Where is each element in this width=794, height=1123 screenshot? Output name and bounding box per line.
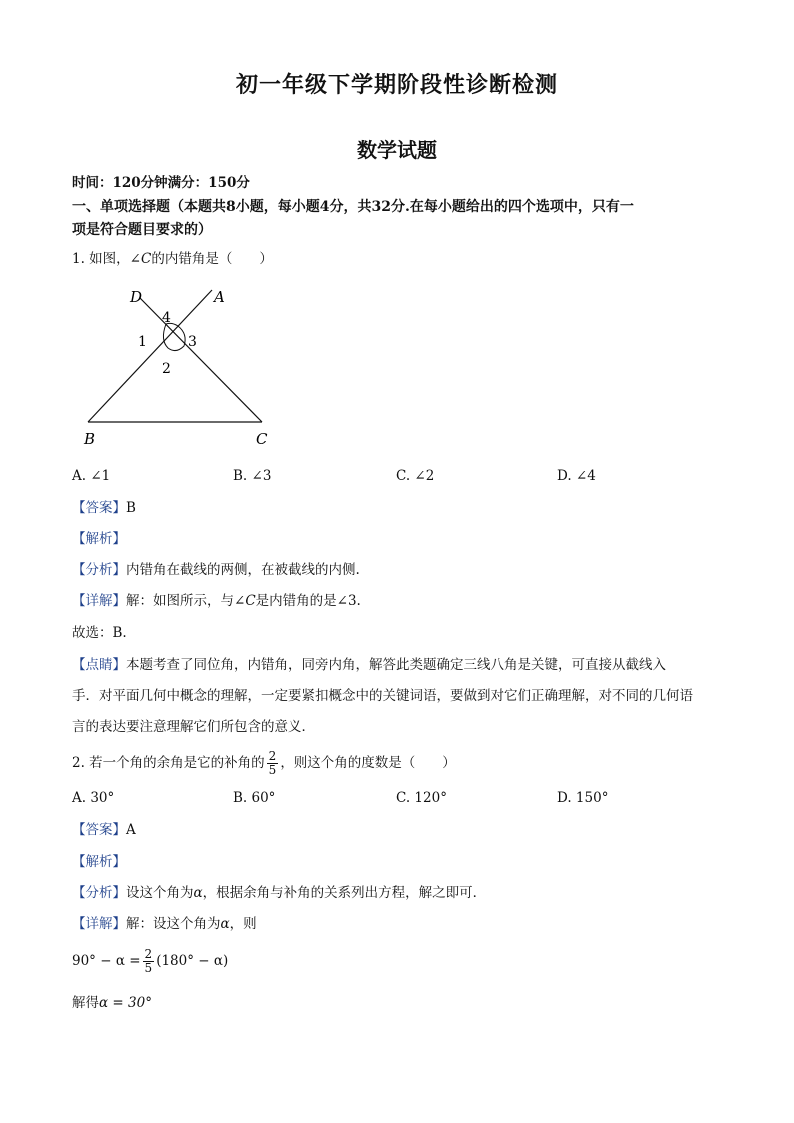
fenxi-pre: 设这个角为 [126,885,194,901]
answer-tag: 【答案】 [72,500,126,516]
fraction-denominator: 5 [268,763,277,777]
time-score-line: 时间：120分钟满分：150分 [72,175,250,191]
equation-right: (180° − α) [156,953,229,969]
q2-analysis-tag: 【解析】 [72,854,126,870]
equation-left: 90° − α = [72,953,141,969]
q2-option-b[interactable]: B. 60° [233,790,276,806]
q1-stem-pre: 1. 如图，∠ [72,251,141,267]
equation-denominator: 5 [144,961,153,975]
answer-value: A [126,822,136,838]
answer-tag: 【答案】 [72,822,126,838]
line-ba [88,290,212,422]
q2-stem [72,748,456,778]
q2-fenxi [72,884,486,902]
label-b: B [84,430,96,448]
xiangjie-tag: 【详解】 [72,916,126,932]
page-title: 初一年级下学期阶段性诊断检测 [235,72,558,98]
solve-pre: 解得 [72,995,99,1011]
q1-xiangjie [72,592,361,610]
fenxi-text: 内错角在截线的两侧，在被截线的内侧. [126,562,360,578]
q1-choose: 故选：B. [72,625,127,641]
fenxi-var: α [193,885,203,901]
xiangjie-tag: 【详解】 [72,593,126,609]
label-angle-4: 4 [162,310,171,326]
equation-numerator: 2 [144,947,153,961]
xiangjie-var: C [245,593,256,609]
q1-stem-var: C [140,251,152,267]
q1-option-d[interactable]: D. ∠4 [557,468,596,484]
page-subtitle: 数学试题 [357,138,437,162]
q2-option-c[interactable]: C. 120° [396,790,447,806]
q2-fraction [267,750,279,777]
q2-stem-post: ，则这个角的度数是（ ） [280,755,456,771]
q1-option-c[interactable]: C. ∠2 [396,468,435,484]
label-c: C [256,430,268,448]
dianjing-tag: 【点睛】 [72,657,126,673]
angle-arcs [163,323,185,350]
label-angle-1: 1 [138,334,147,350]
line-dc [140,298,262,422]
q1-figure [80,282,290,454]
q1-fenxi [72,561,360,579]
fraction-numerator: 2 [268,749,277,763]
fenxi-tag: 【分析】 [72,885,126,901]
q2-xiangjie [72,915,257,933]
q1-answer [72,499,136,517]
xiangjie-post: 是内错角的是∠3. [255,593,361,609]
xiangjie-pre: 解：如图所示，与∠ [126,593,246,609]
label-d: D [130,288,143,306]
q2-stem-pre: 2. 若一个角的余角是它的补角的 [72,755,265,771]
q1-dianjing-3: 言的表达要注意理解它们所包含的意义． [72,719,315,735]
q1-dianjing-1 [72,656,666,674]
q1-option-a[interactable]: A. ∠1 [72,468,111,484]
label-a: A [214,288,225,306]
q1-option-b[interactable]: B. ∠3 [233,468,272,484]
section-heading-line2: 项是符合题目要求的） [72,222,212,238]
q2-answer [72,821,136,839]
q2-option-a[interactable]: A. 30° [72,790,115,806]
xiangjie-post: ，则 [229,916,257,932]
label-angle-3: 3 [188,334,197,350]
q1-stem [72,250,273,268]
q1-stem-post: 的内错角是（ ） [151,251,273,267]
q2-solve [72,994,152,1012]
solve-expr: α = 30° [99,995,152,1011]
xiangjie-var: α [220,916,230,932]
q2-option-d[interactable]: D. 150° [557,790,609,806]
xiangjie-pre: 解：设这个角为 [126,916,221,932]
fenxi-post: ，根据余角与补角的关系列出方程，解之即可． [202,885,487,901]
q1-dianjing-2: 手．对平面几何中概念的理解，一定要紧扣概念中的关键词语，要做到对它们正确理解，对不同的几何语 [72,688,693,704]
q1-analysis-tag: 【解析】 [72,531,126,547]
q2-equation [72,945,228,977]
dianjing-text-1: 本题考查了同位角，内错角，同旁内角，解答此类题确定三线八角是关键，可直接从截线入 [126,657,666,673]
section-heading-line1: 一、单项选择题（本题共8小题，每小题4分，共32分.在每小题给出的四个选项中，只有一 [72,199,634,215]
equation-fraction [143,948,155,975]
answer-value: B [126,500,136,516]
label-angle-2: 2 [162,361,171,377]
fenxi-tag: 【分析】 [72,562,126,578]
